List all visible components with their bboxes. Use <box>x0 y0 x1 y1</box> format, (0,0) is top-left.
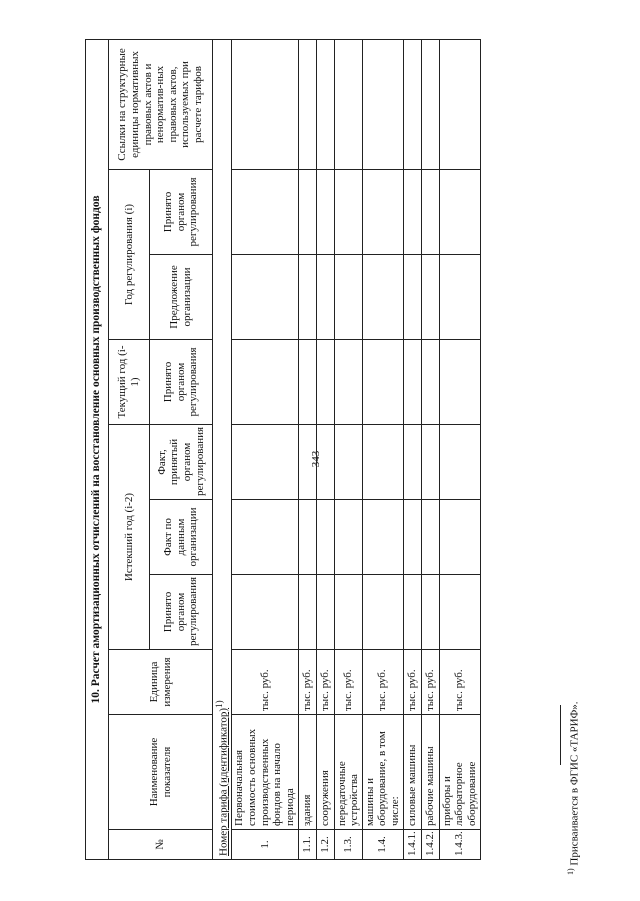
subheader-past-fact-reg: Факт, принятый органом регулирования <box>150 425 213 500</box>
value-cell <box>316 39 334 169</box>
row-number: 1.4. <box>362 830 403 860</box>
value-cell <box>362 340 403 425</box>
value-cell <box>334 340 362 425</box>
row-unit: тыс. руб. <box>439 650 480 715</box>
row-number: 1.4.2. <box>421 830 439 860</box>
row-unit: тыс. руб. <box>232 650 298 715</box>
value-cell <box>362 575 403 650</box>
value-cell <box>334 170 362 255</box>
table-title: 10. Расчет амортизационных отчислений на восстановление основных производственных фондов <box>86 39 109 859</box>
tariff-identifier-footnote-mark: 1) <box>214 700 224 708</box>
value-cell <box>421 425 439 500</box>
row-unit: тыс. руб. <box>334 650 362 715</box>
value-cell <box>316 575 334 650</box>
value-cell <box>316 500 334 575</box>
row-name: рабочие машины <box>421 715 439 830</box>
value-cell <box>298 425 316 500</box>
value-cell <box>232 575 298 650</box>
tariff-identifier-label: Номер тарифа (идентификатор) <box>217 707 230 856</box>
header-name: Наименование показателя <box>109 715 213 830</box>
value-cell <box>403 255 421 340</box>
value-cell <box>232 425 298 500</box>
row-name: здания <box>298 715 316 830</box>
value-cell <box>439 340 480 425</box>
row-name: сооружения <box>316 715 334 830</box>
row-number: 1.2. <box>316 830 334 860</box>
value-cell <box>334 255 362 340</box>
value-cell <box>439 500 480 575</box>
value-cell <box>334 575 362 650</box>
table-row <box>316 39 334 859</box>
value-cell <box>232 500 298 575</box>
value-cell <box>403 425 421 500</box>
table-row <box>334 39 362 859</box>
value-cell <box>421 170 439 255</box>
row-name: машины и оборудование, в том числе: <box>362 715 403 830</box>
row-name: силовые машины <box>403 715 421 830</box>
value-cell <box>298 170 316 255</box>
table-row <box>298 39 316 859</box>
value-cell <box>362 39 403 169</box>
value-cell <box>232 340 298 425</box>
row-unit: тыс. руб. <box>421 650 439 715</box>
value-cell <box>439 255 480 340</box>
value-cell <box>316 170 334 255</box>
row-name: приборы и лабораторное оборудование <box>439 715 480 830</box>
table-row <box>439 39 480 859</box>
footnote-text: Присваивается в ФГИС «ТАРИФ». <box>568 701 581 866</box>
table-row <box>403 39 421 859</box>
value-cell <box>362 255 403 340</box>
row-unit: тыс. руб. <box>316 650 334 715</box>
value-cell <box>362 170 403 255</box>
value-cell <box>421 255 439 340</box>
value-cell <box>439 170 480 255</box>
rotated-table-container <box>85 40 570 860</box>
value-cell <box>362 425 403 500</box>
row-number: 1.3. <box>334 830 362 860</box>
value-cell <box>232 170 298 255</box>
header-year-past: Истекший год (i-2) <box>109 425 150 650</box>
row-unit: тыс. руб. <box>362 650 403 715</box>
value-cell <box>403 170 421 255</box>
depreciation-table <box>85 39 481 860</box>
value-cell <box>316 255 334 340</box>
value-cell <box>421 39 439 169</box>
subheader-reg-accepted: Принято органом регулирования <box>150 170 213 255</box>
row-number: 1. <box>232 830 298 860</box>
tariff-identifier-row <box>213 39 232 859</box>
value-cell <box>232 255 298 340</box>
value-cell <box>403 340 421 425</box>
value-cell <box>421 575 439 650</box>
value-cell <box>403 575 421 650</box>
footnote-mark: 1) <box>566 868 575 875</box>
value-cell <box>316 425 334 500</box>
value-cell <box>403 500 421 575</box>
row-name: передаточные устройства <box>334 715 362 830</box>
header-unit: Единица измерения <box>109 650 213 715</box>
row-name: Первоначальная стоимость основных производственных фондов на начало периода <box>232 715 298 830</box>
value-cell <box>298 340 316 425</box>
subheader-past-fact-org: Факт по данным организации <box>150 500 213 575</box>
value-cell <box>421 340 439 425</box>
value-cell <box>421 500 439 575</box>
value-cell <box>403 39 421 169</box>
page-number: 343 <box>310 450 322 468</box>
value-cell <box>298 255 316 340</box>
value-cell <box>298 39 316 169</box>
footnote-separator <box>560 705 561 765</box>
header-year-reg: Год регулирования (i) <box>109 170 150 340</box>
subheader-current-accepted: Принято органом регулирования <box>150 340 213 425</box>
value-cell <box>298 575 316 650</box>
table-row <box>232 39 298 859</box>
table-row <box>362 39 403 859</box>
value-cell <box>439 39 480 169</box>
value-cell <box>334 500 362 575</box>
subheader-past-accepted: Принято органом регулирования <box>150 575 213 650</box>
row-unit: тыс. руб. <box>403 650 421 715</box>
value-cell <box>298 500 316 575</box>
value-cell <box>334 425 362 500</box>
row-number: 1.1. <box>298 830 316 860</box>
value-cell <box>316 340 334 425</box>
header-num: № <box>109 830 213 860</box>
value-cell <box>334 39 362 169</box>
footnote <box>566 675 582 875</box>
header-refs: Ссылки на структурные единицы нормативных правовых актов и ненорматив-ных правовых актов, используемых при расчете тарифов <box>109 39 213 169</box>
header-year-current: Текущий год (i-1) <box>109 340 150 425</box>
value-cell <box>439 425 480 500</box>
value-cell <box>439 575 480 650</box>
value-cell <box>232 39 298 169</box>
row-number: 1.4.3. <box>439 830 480 860</box>
row-unit: тыс. руб. <box>298 650 316 715</box>
row-number: 1.4.1. <box>403 830 421 860</box>
table-row <box>421 39 439 859</box>
value-cell <box>362 500 403 575</box>
subheader-reg-proposal: Предложение организации <box>150 255 213 340</box>
